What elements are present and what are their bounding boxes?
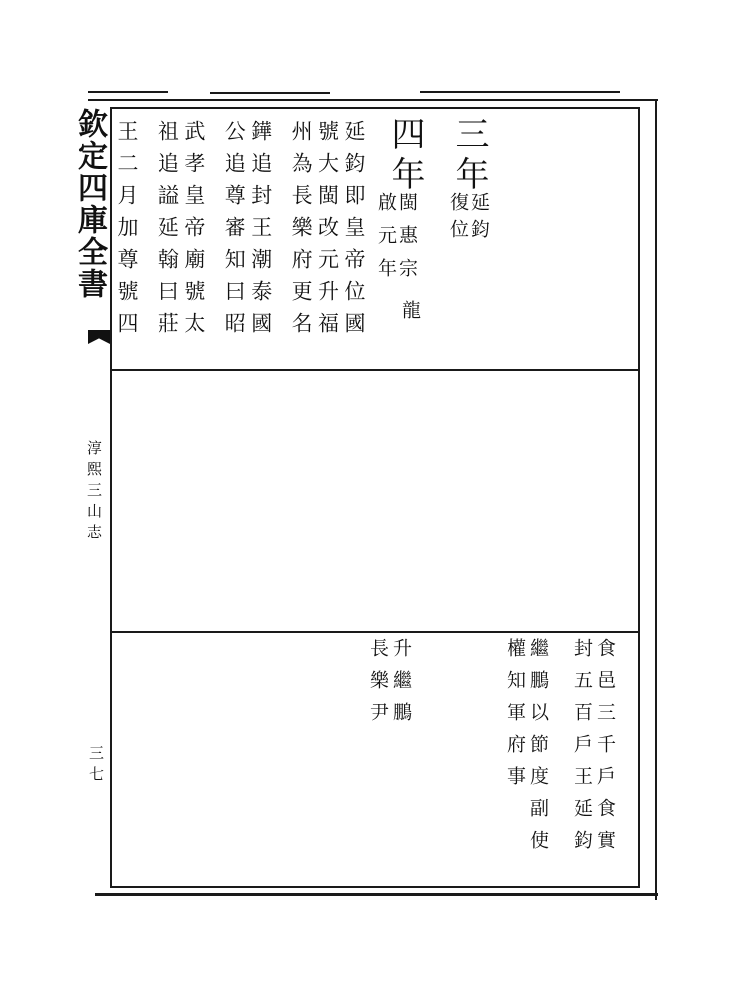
annotation-line: 龍: [399, 300, 421, 332]
outer-right-border: [655, 100, 657, 900]
text-column: 繼鵬以節度副使: [527, 638, 549, 862]
year-label-4: [385, 116, 425, 196]
year-char: 三: [449, 116, 489, 156]
upper-text-block: [116, 120, 364, 360]
year-char: 年: [385, 156, 425, 196]
fish-tail-mark: [88, 330, 110, 344]
annotation-line: 啟元年: [375, 192, 397, 291]
text-column: 食邑三千戶食實: [594, 638, 616, 862]
header-rule-dash: [210, 92, 330, 94]
text-column: 延鈞即皇帝位國: [341, 120, 366, 344]
year-char: 年: [449, 156, 489, 196]
text-column: 州為長樂府更名: [289, 120, 314, 344]
text-column: 武孝皇帝廟號太: [181, 120, 206, 344]
annotation-line: 閩惠宗: [396, 192, 418, 291]
text-column: 權知軍府事: [504, 638, 526, 798]
header-rule: [88, 99, 658, 101]
year-char: 四: [385, 116, 425, 156]
page-number: 三七: [87, 745, 105, 787]
entry-fief: [572, 638, 614, 862]
row-divider-2: [112, 631, 640, 633]
text-column: 王二月加尊號四: [115, 120, 139, 344]
entry-jipeng-office: [505, 638, 547, 862]
text-column: 長樂尹: [367, 638, 389, 734]
text-column: 公追尊審知曰昭: [222, 120, 247, 344]
text-column: 號大閩改元升福: [315, 120, 340, 344]
annotation-triple: [376, 192, 416, 291]
bottom-border: [95, 893, 658, 896]
annotation-line: 延鈞: [468, 192, 490, 246]
header-rule-dash: [88, 91, 168, 93]
book-title: 欽定四庫全書: [72, 108, 107, 300]
entry-jipeng-promotion: [368, 638, 410, 734]
text-column: 封五百戶王延鈞: [571, 638, 593, 862]
volume-title: 淳熙三山志: [85, 440, 103, 545]
year-label-3: [449, 116, 489, 196]
text-column: 祖追謚延翰曰莊: [155, 120, 180, 344]
annotation-pair: [448, 192, 488, 246]
row-divider-1: [112, 369, 640, 371]
text-column: 鏵追封王潮泰國: [248, 120, 273, 344]
annotation-line: 復位: [447, 192, 469, 246]
header-rule-dash: [420, 91, 620, 93]
text-column: 升繼鵬: [390, 638, 412, 734]
